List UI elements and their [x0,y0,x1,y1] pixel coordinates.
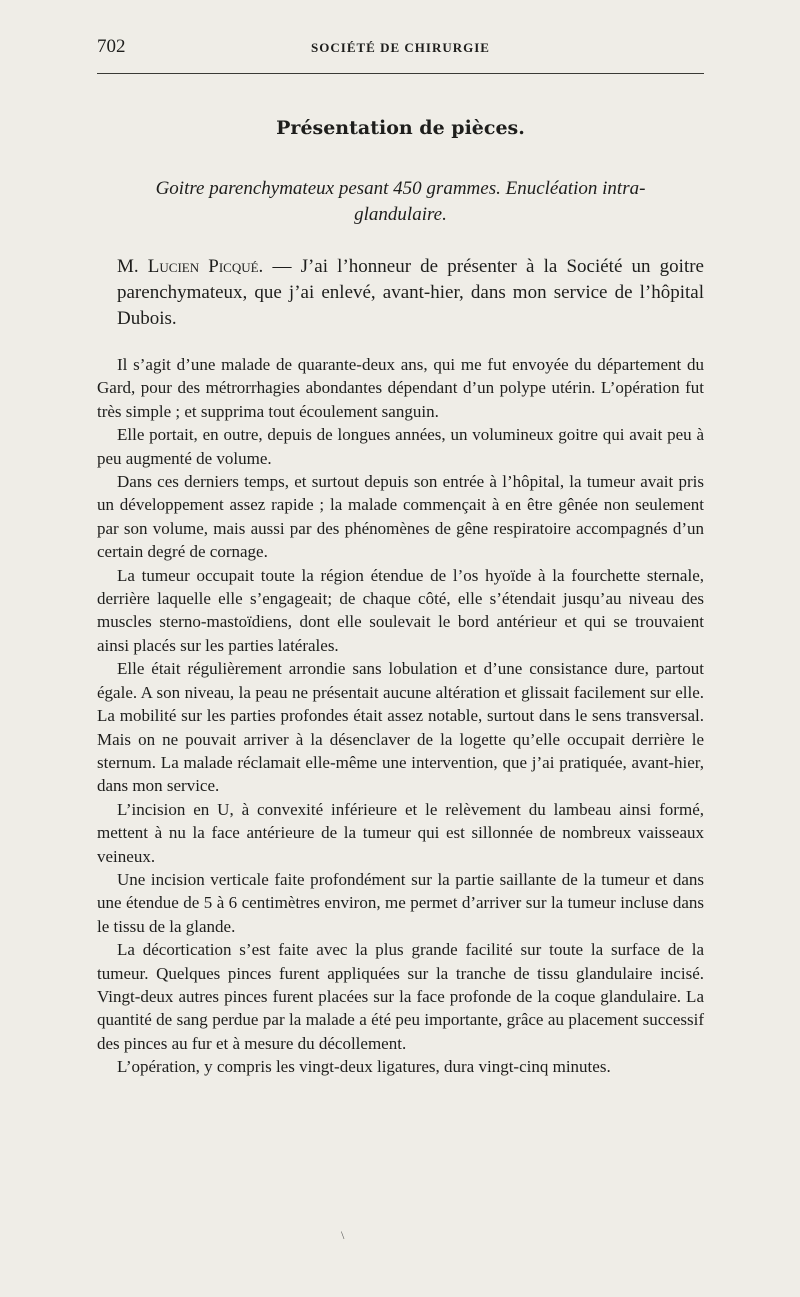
journal-title: SOCIÉTÉ DE CHIRURGIE [311,40,490,55]
paragraph-5: Elle était régulièrement arrondie sans lobulation et d’une consistance dure, partout égale. A son niveau, la peau ne présentait aucune altération et glissait facilement sur elle. La mobilité sur les parties profondes était assez notable, surtout dans le sens transversal. Mais on ne pouvait arriver à la désenclaver de la logette qu’elle occupait derrière le sternum. La malade réclamait elle-même une intervention, que j’ai pratiquée, avant-hier, dans mon service. [97,659,704,796]
paragraph-2: Elle portait, en outre, depuis de longues années, un volumineux goitre qui avait peu à peu augmenté de volume. [97,425,704,468]
paragraph-6: L’incision en U, à convexité inférieure et le relèvement du lambeau ainsi formé, mettent à nu la face antérieure de la tumeur qui est sillonnée de nombreux vaisseaux veineux. [97,799,704,866]
subtitle-line-1: Goitre parenchymateux pesant 450 grammes. Enucléation intra- [155,178,646,199]
paragraph-4: La tumeur occupait toute la région étendue de l’os hyoïde à la fourchette sternale, derrière laquelle elle s’engageait; de chaque côté, elle s’étendait jusqu’au niveau des muscles sterno-mastoïdiens, dont elle soulevait le bord antérieur et qui se trouvaient ainsi placés sur les parties latérales. [97,565,704,655]
paragraph-9: L’opération, y compris les vingt-deux ligatures, dura vingt-cinq minutes. [117,1057,611,1077]
article-subtitle [97,176,704,228]
paragraph-1: Il s’agit d’une malade de quarante-deux ans, qui me fut envoyée du département du Gard, pour des métrorrhagies abondantes dépendant d’un polype utérin. L’opération fut très simple ; et supprima tout écoulement sanguin. [97,355,704,421]
body-text [97,353,704,1079]
running-head [97,36,704,60]
intro-text: — J’ai l’honneur de présenter à la Société un goitre parenchymateux, que j’ai enlevé, avant-hier, dans mon service de l’hôpital Dubois. [117,256,704,329]
section-title: Présentation de pièces. [276,117,525,139]
header-rule [97,73,704,74]
intro-paragraph [117,254,704,332]
paragraph-3: Dans ces derniers temps, et surtout depuis son entrée à l’hôpital, la tumeur avait pris un développement assez rapide ; la malade commençait à en être gênée non seulement par son volume, mais aussi par des phénomènes de gêne respiratoire accompagnés d’un certain degré de cornage. [97,472,704,562]
subtitle-line-2: glandulaire. [354,204,447,225]
speaker-name: M. Lucien Picqué. [117,256,264,277]
stray-print-mark: \ [341,1228,345,1242]
paragraph-8: La décortication s’est faite avec la plus grande facilité sur toute la surface de la tumeur. Quelques pinces furent appliquées sur la tranche de tissu glandulaire incisé. Vingt-deux autres pinces furent placées sur la face profonde de la coque glandulaire. La quantité de sang perdue par la malade a été peu importante, grâce au placement successif des pinces au fur et à mesure du décollement. [97,940,704,1053]
paragraph-7: Une incision verticale faite profondément sur la partie saillante de la tumeur et dans une étendue de 5 à 6 centimètres environ, me permet d’arriver sur la tumeur incluse dans le tissu de la glande. [97,869,704,936]
page-number: 702 [97,36,126,57]
